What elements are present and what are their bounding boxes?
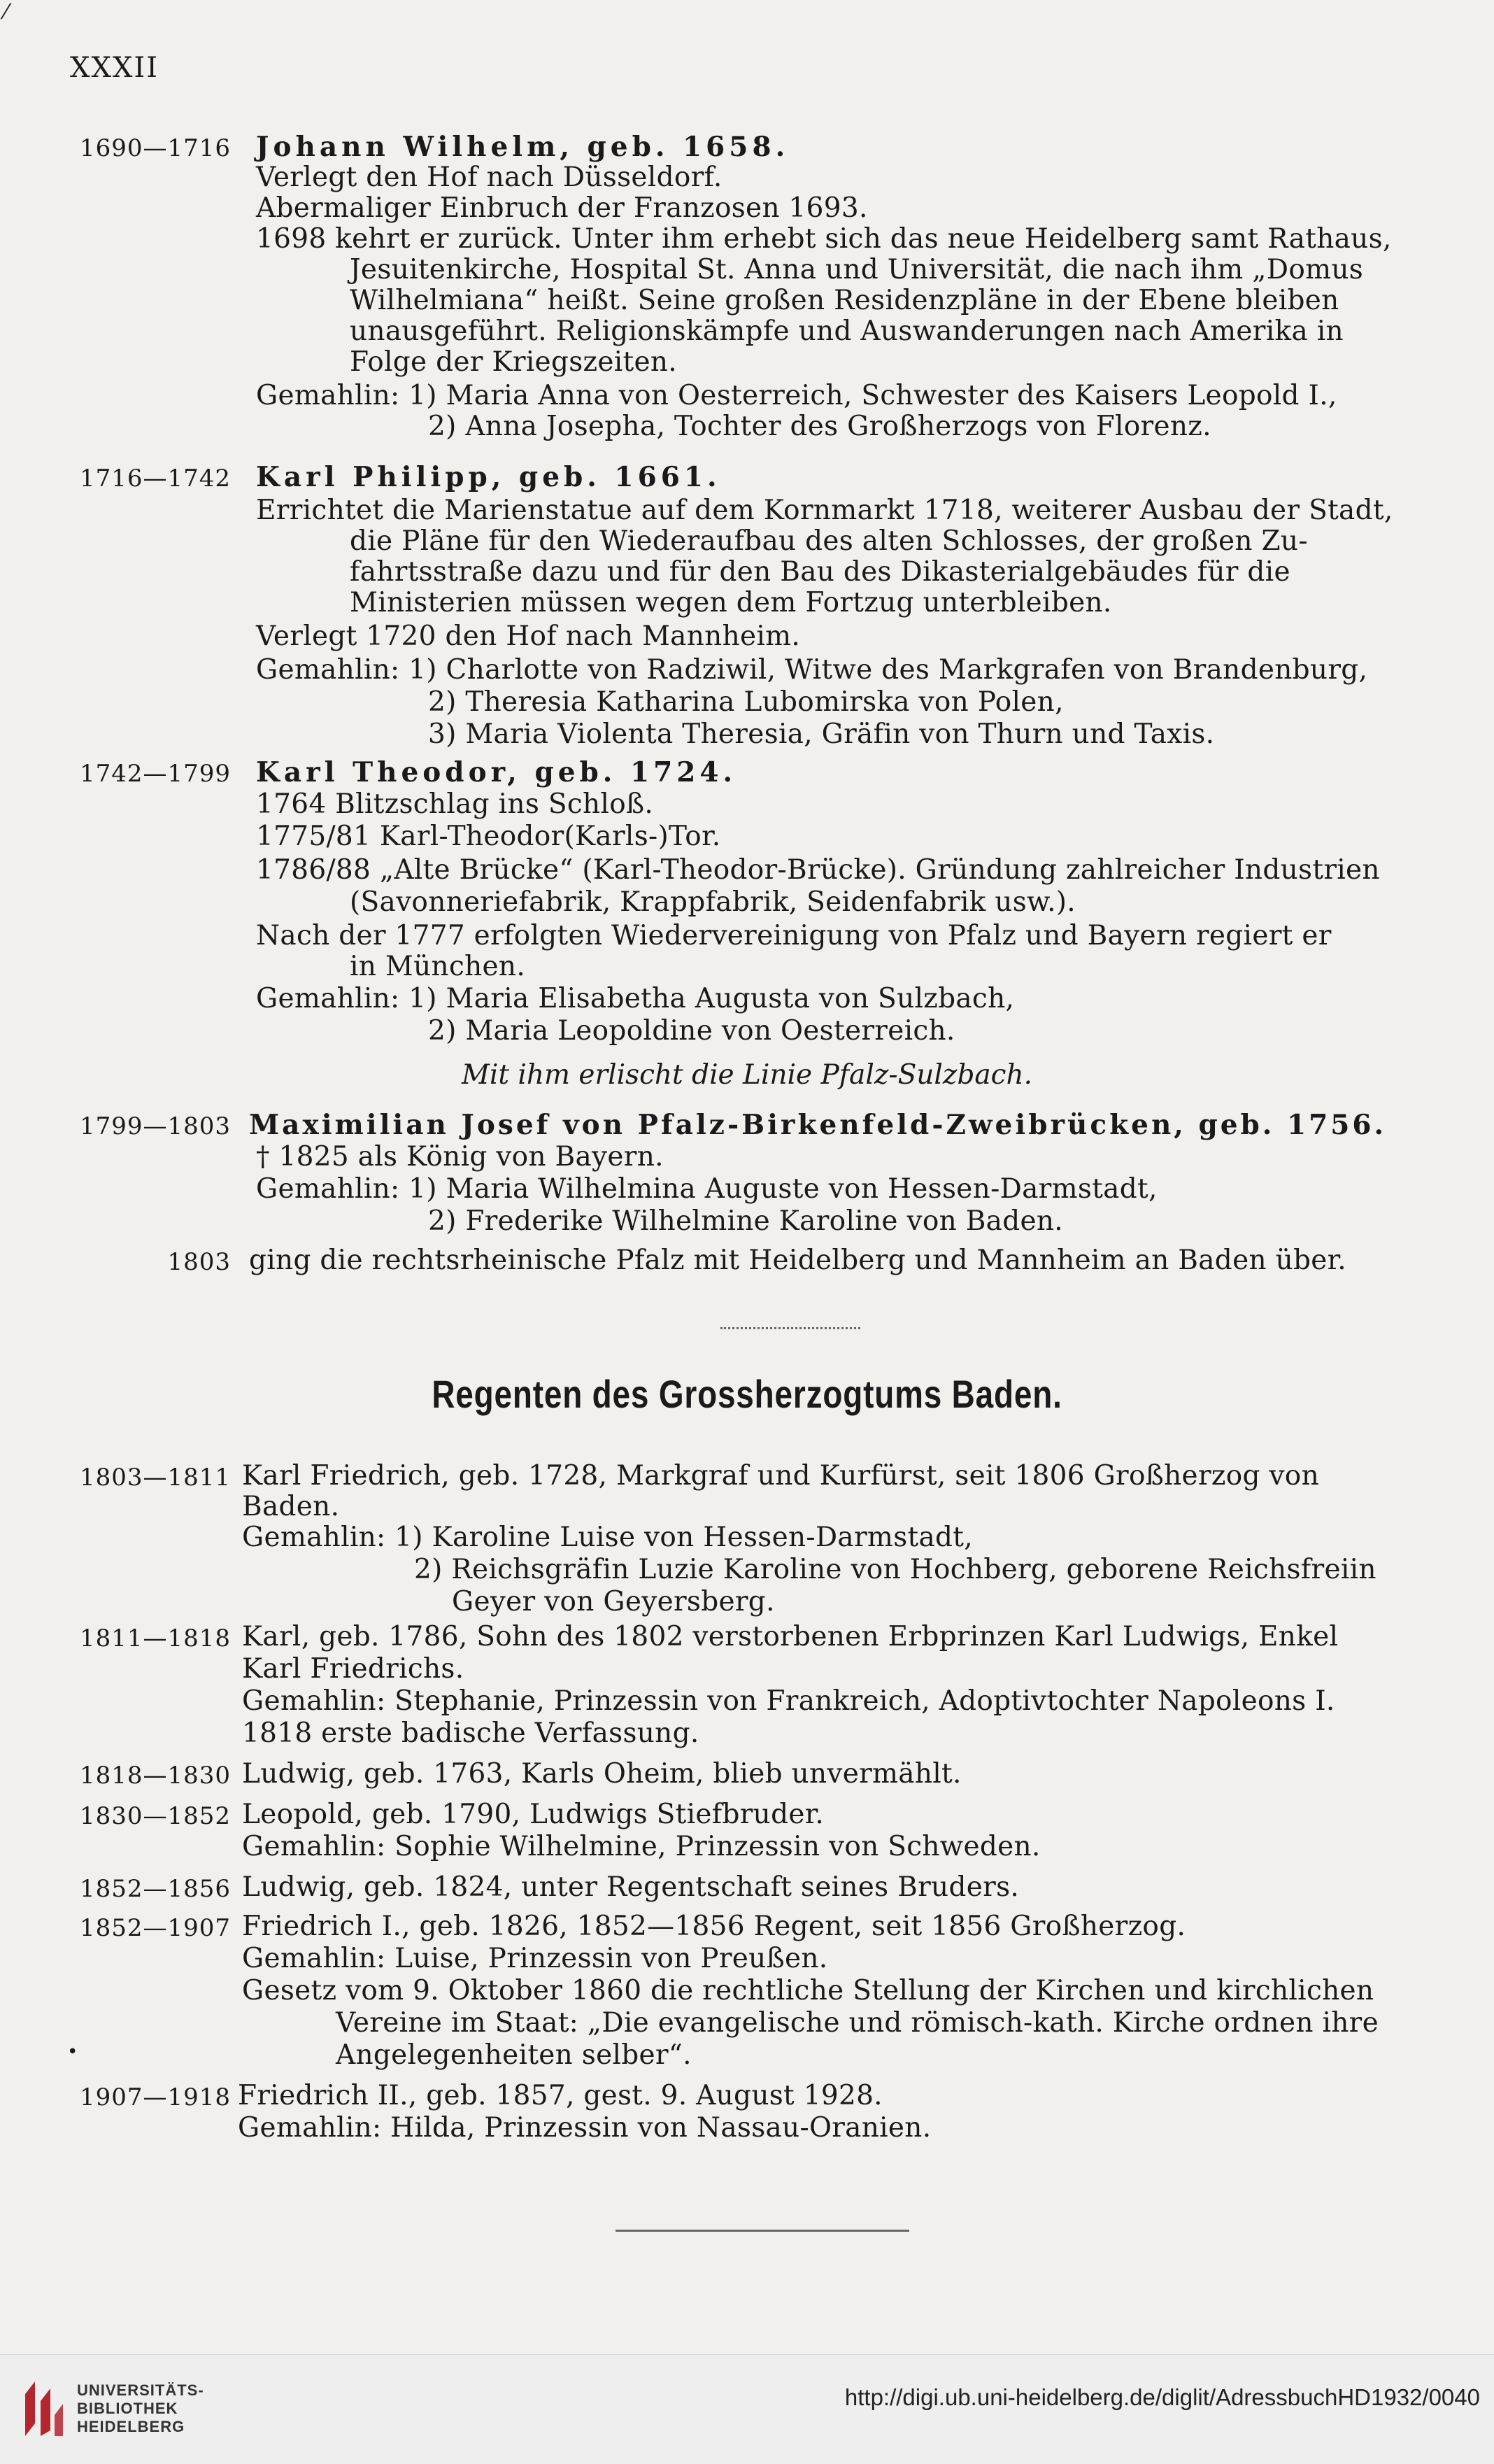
section-heading: Regenten des Grossherzogtums Baden. [432, 1372, 1062, 1416]
ruler-name-line: Karl, geb. 1786, Sohn des 1802 verstorbenen Erbprinzen Karl Ludwigs, Enkel [242, 1621, 1339, 1652]
entry-line: Errichtet die Marienstatue auf dem Kornmarkt 1718, weiterer Ausbau der Stadt, [256, 495, 1393, 526]
entry-line: Gesetz vom 9. Oktober 1860 die rechtliche Stellung der Kirchen und kirchlichen [242, 1975, 1374, 2006]
spouse-line: 2) Frederike Wilhelmine Karoline von Baden. [428, 1205, 1063, 1237]
spouse-line: Gemahlin: 1) Maria Anna von Oesterreich, Schwester des Kaisers Leopold I., [256, 380, 1337, 411]
entry-line: ging die rechtsrheinische Pfalz mit Heidelberg und Mannheim an Baden über. [249, 1245, 1346, 1276]
ruler-name-line: Karl Theodor, geb. 1724. [256, 756, 737, 788]
entry-line: die Pläne für den Wiederaufbau des alten Schlosses, der großen Zu- [350, 525, 1308, 557]
entry-line: Verlegt den Hof nach Düsseldorf. [256, 162, 723, 193]
ruler-name-line: Leopold, geb. 1790, Ludwigs Stiefbruder. [242, 1799, 825, 1830]
spouse-line: 2) Reichsgräfin Luzie Karoline von Hochberg, geborene Reichsfreiin [414, 1554, 1376, 1585]
entry-years: 1716—1742 [79, 465, 231, 493]
entry-line: Verlegt 1720 den Hof nach Mannheim. [256, 621, 801, 652]
entry-years: 1803—1811 [79, 1464, 231, 1492]
library-name: UNIVERSITÄTS- BIBLIOTHEK HEIDELBERG [77, 2381, 204, 2435]
page-number: XXXII [70, 52, 159, 84]
entry-line: Angelegenheiten selber“. [336, 2039, 692, 2071]
entry-line: Wilhelmiana“ heißt. Seine großen Residenzpläne in der Ebene bleiben [350, 285, 1339, 316]
entry-years: 1742—1799 [79, 760, 231, 788]
source-url-link[interactable]: http://digi.ub.uni-heidelberg.de/diglit/AdressbuchHD1932/0040 [844, 2384, 1480, 2410]
entry-years: 1803 [167, 1248, 231, 1276]
ruler-name-line: Karl Philipp, geb. 1661. [256, 461, 721, 493]
entry-line: Folge der Kriegszeiten. [350, 346, 677, 378]
ruler-name-line: Ludwig, geb. 1763, Karls Oheim, blieb unvermählt. [242, 1758, 962, 1790]
entry-line: Baden. [242, 1491, 340, 1522]
spouse-line: Gemahlin: 1) Maria Wilhelmina Auguste von Hessen-Darmstadt, [256, 1173, 1158, 1205]
spouse-line: Gemahlin: Sophie Wilhelmine, Prinzessin von Schweden. [242, 1831, 1041, 1862]
ruler-name-line: Maximilian Josef von Pfalz-Birkenfeld-Zweibrücken, geb. 1756. [249, 1109, 1387, 1141]
entry-line: 1764 Blitzschlag ins Schloß. [256, 788, 654, 820]
entry-line: Karl Friedrichs. [242, 1653, 464, 1685]
entry-line: 1775/81 Karl-Theodor(Karls-)Tor. [256, 821, 721, 852]
spouse-line: Gemahlin: 1) Karoline Luise von Hessen-Darmstadt, [242, 1522, 973, 1553]
entry-line: fahrtsstraße dazu und für den Bau des Dikasterialgebäudes für die [350, 556, 1290, 588]
library-logo-icon [20, 2373, 69, 2443]
stray-mark: • [67, 2041, 78, 2062]
entry-line: Vereine im Staat: „Die evangelische und römisch-kath. Kirche ordnen ihre [336, 2007, 1379, 2039]
entry-line: 1698 kehrt er zurück. Unter ihm erhebt sich das neue Heidelberg samt Rathaus, [256, 223, 1392, 255]
end-rule [629, 2230, 909, 2232]
ruler-name-line: Johann Wilhelm, geb. 1658. [256, 131, 790, 163]
ruler-name-line: Friedrich II., geb. 1857, gest. 9. August 1928. [238, 2080, 883, 2111]
entry-years: 1907—1918 [79, 2083, 231, 2111]
entry-line: Nach der 1777 erfolgten Wiedervereinigung von Pfalz und Bayern regiert er [256, 920, 1332, 951]
ruler-name-line: Karl Friedrich, geb. 1728, Markgraf und Kurfürst, seit 1806 Großherzog von [242, 1460, 1319, 1492]
spouse-line: Gemahlin: 1) Charlotte von Radziwil, Witwe des Markgrafen von Brandenburg, [256, 654, 1368, 686]
spouse-line: 3) Maria Violenta Theresia, Gräfin von Thurn und Taxis. [428, 718, 1215, 750]
entry-years: 1811—1818 [79, 1624, 231, 1652]
entry-line: Ministerien müssen wegen dem Fortzug unterbleiben. [350, 587, 1112, 618]
line-note: Mit ihm erlischt die Linie Pfalz-Sulzbach. [461, 1059, 1033, 1091]
corner-mark: ⁄ [4, 0, 8, 24]
spouse-line: 2) Theresia Katharina Lubomirska von Polen, [428, 686, 1064, 718]
ruler-name-line: Friedrich I., geb. 1826, 1852—1856 Regent, seit 1856 Großherzog. [242, 1911, 1186, 1942]
entry-years: 1818—1830 [79, 1762, 231, 1790]
spouse-line: Geyer von Geyersberg. [452, 1586, 775, 1617]
ruler-name-line: Ludwig, geb. 1824, unter Regentschaft seines Bruders. [242, 1871, 1020, 1903]
entry-years: 1830—1852 [79, 1802, 231, 1830]
entry-line: † 1825 als König von Bayern. [256, 1141, 664, 1173]
spouse-line: 2) Anna Josepha, Tochter des Großherzogs von Florenz. [428, 411, 1211, 442]
entry-line: Abermaliger Einbruch der Franzosen 1693. [256, 192, 868, 224]
spouse-line: 2) Maria Leopoldine von Oesterreich. [428, 1015, 955, 1047]
spouse-line: Gemahlin: Luise, Prinzessin von Preußen. [242, 1943, 828, 1974]
entry-line: (Savonneriefabrik, Krappfabrik, Seidenfabrik usw.). [350, 886, 1076, 918]
entry-line: unausgeführt. Religionskämpfe und Auswanderungen nach Amerika in [350, 316, 1344, 347]
entry-years: 1690—1716 [79, 134, 231, 162]
spouse-line: Gemahlin: Hilda, Prinzessin von Nassau-Oranien. [238, 2112, 932, 2144]
entry-line: in München. [350, 951, 526, 982]
entry-line: Jesuitenkirche, Hospital St. Anna und Universität, die nach ihm „Domus [350, 254, 1364, 285]
entry-years: 1799—1803 [79, 1112, 231, 1140]
entry-years: 1852—1856 [79, 1875, 231, 1903]
spouse-line: Gemahlin: Stephanie, Prinzessin von Frankreich, Adoptivtochter Napoleons I. [242, 1685, 1335, 1717]
entry-years: 1852—1907 [79, 1914, 231, 1942]
entry-line: 1786/88 „Alte Brücke“ (Karl-Theodor-Brücke). Gründung zahlreicher Industrien [256, 854, 1380, 886]
section-divider [720, 1327, 860, 1329]
spouse-line: Gemahlin: 1) Maria Elisabetha Augusta von Sulzbach, [256, 983, 1015, 1014]
entry-line: 1818 erste badische Verfassung. [242, 1718, 699, 1749]
